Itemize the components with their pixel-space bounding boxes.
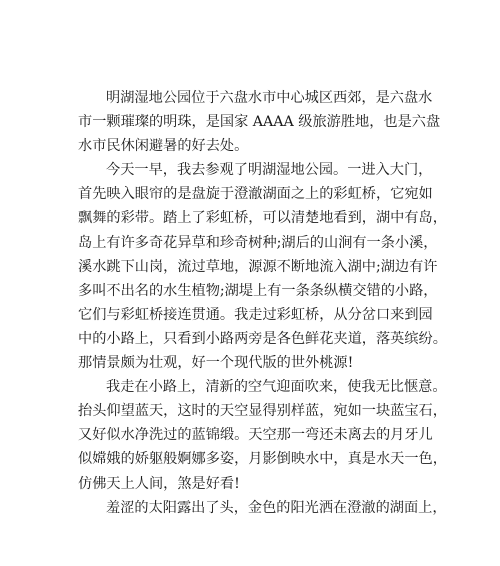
text-line: 似嫦娥的娇躯般婀娜多姿，月影倒映水中，真是水天一色，	[78, 451, 447, 468]
text-line: 羞涩的太阳露出了头，金色的阳光洒在澄澈的湖面上，	[106, 499, 447, 516]
text-line: 飘舞的彩带。踏上了彩虹桥，可以清楚地看到，湖中有岛，	[78, 210, 447, 227]
text-line: 抬头仰望蓝天，这时的天空显得别样蓝，宛如一块蓝宝石，	[78, 403, 447, 420]
text-line: 市一颗璀璨的明珠，是国家 AAAA 级旅游胜地，也是六盘	[78, 114, 441, 131]
text-line: 岛上有许多奇花异草和珍奇树种;湖后的山涧有一条小溪，	[78, 234, 438, 251]
text-line: 我走在小路上，清新的空气迎面吹来，使我无比惬意。	[106, 379, 447, 396]
text-line: 多叫不出名的水生植物;湖堤上有一条条纵横交错的小路，	[78, 282, 438, 299]
article-body	[78, 86, 447, 520]
text-line: 仿佛天上人间，煞是好看!	[78, 475, 240, 492]
text-line: 明湖湿地公园位于六盘水市中心城区西郊，是六盘水	[106, 90, 433, 106]
text-line: 那情景颇为壮观，好一个现代版的世外桃源!	[78, 355, 354, 372]
text-line: 它们与彩虹桥接连贯通。我走过彩虹桥，从分岔口来到园	[78, 306, 433, 323]
text-line: 今天一早，我去参观了明湖湿地公园。一进入大门，	[106, 162, 433, 179]
text-line: 首先映入眼帘的是盘旋于澄澈湖面之上的彩虹桥，它宛如	[78, 186, 433, 203]
text-line: 溪水跳下山岗，流过草地，源源不断地流入湖中;湖边有许	[78, 258, 438, 275]
text-line: 又好似水净洗过的蓝锦缎。天空那一弯还未离去的月牙儿	[78, 427, 433, 444]
text-line: 中的小路上，只看到小路两旁是各色鲜花夹道，落英缤纷。	[78, 330, 447, 347]
text-line: 水市民休闲避暑的好去处。	[78, 138, 249, 155]
